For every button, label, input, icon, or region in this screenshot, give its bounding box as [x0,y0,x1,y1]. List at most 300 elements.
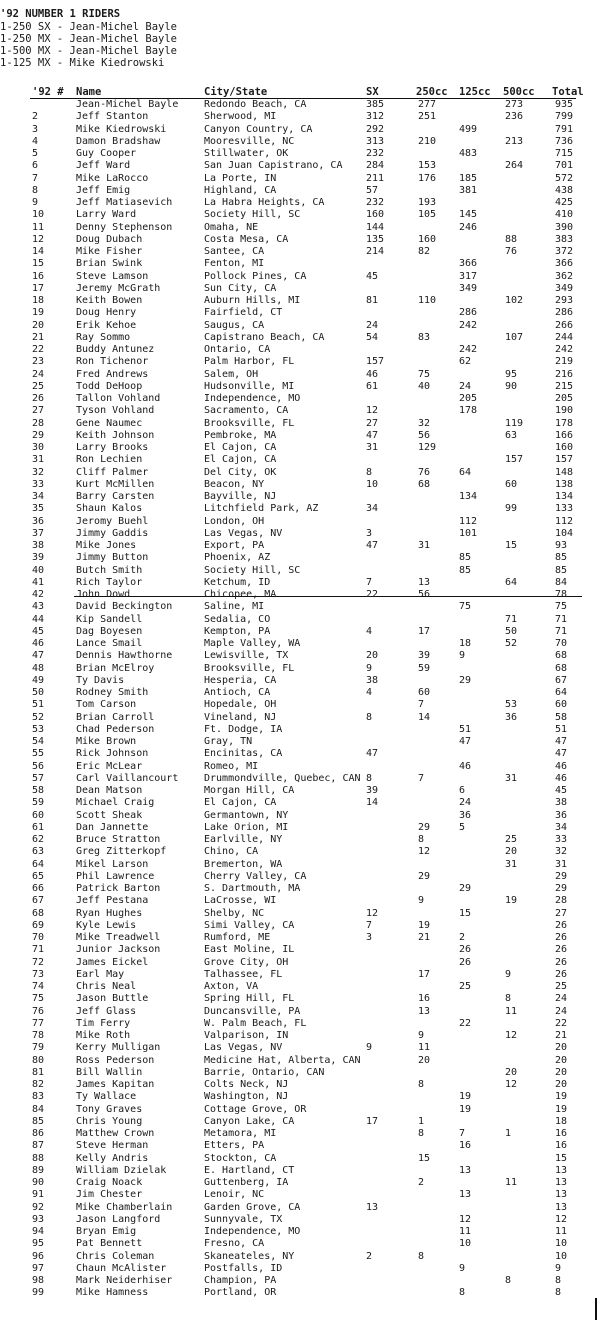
mx125-points-cell: 36 [459,809,472,821]
rider-name-cell: Chaun McAlister [76,1262,167,1274]
table-row [0,1202,600,1213]
mx125-points-cell: 101 [459,527,478,539]
rank-cell: 65 [32,870,45,882]
champion-line: 1-500 MX - Jean-Michel Bayle [0,45,178,57]
table-row [0,356,600,367]
rank-cell: 18 [32,295,45,306]
mx250-points-cell: 29 [418,821,431,833]
rider-name-cell: Craig Noack [76,1177,143,1188]
rank-cell: 46 [32,638,45,649]
mx125-points-cell: 18 [459,638,472,649]
rider-name-cell: Bryan Emig [76,1226,137,1237]
rider-name-cell: Denny Stephenson [76,221,173,233]
rank-cell: 48 [32,662,45,674]
mx250-points-cell: 8 [418,834,425,845]
table-row [0,1104,600,1115]
mx500-points-cell: 52 [505,638,518,649]
mx125-points-cell: 483 [459,148,478,159]
total-points-cell: 425 [555,197,574,208]
city-state-cell: Vineland, NJ [204,711,277,723]
rider-name-cell: Kip Sandell [76,613,143,625]
mx125-points-cell: 46 [459,760,472,772]
total-points-cell: 84 [555,576,568,588]
rider-name-cell: Greg Zitterkopf [76,846,167,858]
total-points-cell: 28 [555,895,568,907]
mx250-points-cell: 210 [418,135,437,147]
rank-cell: 29 [32,429,45,441]
city-state-cell: Medicine Hat, Alberta, CAN [204,1054,361,1066]
table-row [0,295,600,306]
sx-points-cell: 312 [366,111,385,123]
sx-points-cell: 13 [366,1201,379,1213]
city-state-cell: Cherry Valley, CA [204,870,307,882]
total-points-cell: 157 [555,454,574,466]
rider-name-cell: Keith Johnson [76,429,155,441]
city-state-cell: Encinitas, CA [204,748,283,760]
mx125-points-cell: 47 [459,736,472,747]
rank-cell: 34 [32,491,45,502]
city-state-cell: Barrie, Ontario, CAN [204,1066,325,1078]
city-state-cell: Export, PA [204,540,265,551]
city-state-cell: Valparison, IN [204,1030,289,1041]
total-points-cell: 8 [555,1287,562,1299]
city-state-cell: S. Dartmouth, MA [204,883,301,894]
sx-points-cell: 45 [366,270,379,282]
total-points-cell: 78 [555,589,568,600]
total-points-cell: 64 [555,687,568,698]
city-state-cell: Saugus, CA [204,319,265,331]
rider-name-cell: Brian Swink [76,258,143,270]
rider-name-cell: Ryan Hughes [76,907,143,919]
city-state-cell: Society Hill, SC [204,209,301,221]
rank-cell: 74 [32,981,45,992]
mx500-points-cell: 8 [505,993,512,1005]
city-state-cell: Grove City, OH [204,956,289,968]
rider-name-cell: Kelly Andris [76,1152,149,1164]
city-state-cell: Germantown, NY [204,809,289,821]
mx500-points-cell: 157 [505,454,524,466]
rider-name-cell: Junior Jackson [76,944,161,956]
city-state-cell: Lake Orion, MI [204,821,289,833]
city-state-cell: Duncansville, PA [204,1005,301,1017]
city-state-cell: Saline, MI [204,601,265,613]
rank-cell: 67 [32,895,45,907]
mx250-points-cell: 13 [418,1005,431,1017]
city-state-cell: Stillwater, OK [204,148,289,159]
rank-cell: 87 [32,1140,45,1152]
total-points-cell: 11 [555,1226,568,1237]
city-state-cell: Lewisville, TX [204,650,289,662]
city-state-cell: La Habra Heights, CA [204,197,325,208]
sx-points-cell: 385 [366,99,385,110]
rider-name-cell: Larry Brooks [76,442,149,453]
rider-name-cell: Jeff Pestana [76,895,149,907]
mx250-points-cell: 1 [418,1115,425,1127]
sx-points-cell: 27 [366,417,379,429]
rank-cell: 63 [32,846,45,858]
total-points-cell: 20 [555,1054,568,1066]
table-row [0,1006,600,1017]
rider-name-cell: James Kapitan [76,1079,155,1090]
rank-cell: 30 [32,442,45,453]
table-row [0,638,600,649]
rank-cell: 9 [32,197,39,208]
rank-cell: 70 [32,932,45,943]
sx-points-cell: 284 [366,160,385,172]
total-points-cell: 935 [555,99,574,110]
city-state-cell: W. Palm Beach, FL [204,1017,307,1029]
mx125-points-cell: 64 [459,466,472,478]
mx500-points-cell: 9 [505,968,512,980]
rank-cell: 62 [32,834,45,845]
total-points-cell: 26 [555,932,568,943]
total-points-cell: 24 [555,1005,568,1017]
total-points-cell: 85 [555,564,568,576]
mx500-points-cell: 264 [505,160,524,172]
mx125-points-cell: 51 [459,723,472,735]
mx250-points-cell: 153 [418,160,437,172]
mx250-points-cell: 56 [418,429,431,441]
sx-points-cell: 4 [366,687,373,698]
city-state-cell: Kempton, PA [204,625,271,637]
city-state-cell: Axton, VA [204,981,259,992]
mx125-points-cell: 75 [459,601,472,613]
mx500-points-cell: 19 [505,895,518,907]
rank-cell: 92 [32,1201,45,1213]
rider-name-cell: John Dowd [76,589,131,600]
table-row [0,540,600,551]
table-row [0,307,600,318]
rider-name-cell: James Eickel [76,956,149,968]
document-title: '92 NUMBER 1 RIDERS [0,8,121,20]
sx-points-cell: 3 [366,527,373,539]
table-row [0,552,600,563]
rider-name-cell: Patrick Barton [76,883,161,894]
mx125-points-cell: 112 [459,515,478,527]
total-points-cell: 160 [555,442,574,453]
sx-points-cell: 9 [366,1042,373,1054]
city-state-cell: Costa Mesa, CA [204,233,289,245]
mx500-points-cell: 236 [505,111,524,123]
mx500-points-cell: 76 [505,246,518,257]
table-row [0,1067,600,1078]
total-points-cell: 46 [555,760,568,772]
rank-cell: 33 [32,478,45,490]
col-header-rank: '92 # [32,86,64,98]
total-points-cell: 134 [555,491,574,502]
sx-points-cell: 9 [366,662,373,674]
rider-name-cell: Jeff Emig [76,184,131,196]
mx125-points-cell: 205 [459,393,478,404]
city-state-cell: Mooresville, NC [204,135,295,147]
mx250-points-cell: 7 [418,699,425,711]
rider-name-cell: Dan Jannette [76,821,149,833]
city-state-cell: Palm Harbor, FL [204,356,295,368]
mx125-points-cell: 6 [459,785,466,796]
table-row [0,1177,600,1188]
rank-cell: 5 [32,148,39,159]
rank-cell: 82 [32,1079,45,1090]
mx125-points-cell: 8 [459,1287,466,1299]
total-points-cell: 36 [555,809,568,821]
city-state-cell: London, OH [204,515,265,527]
total-points-cell: 190 [555,405,574,417]
rider-name-cell: Kurt McMillen [76,478,155,490]
rider-name-cell: Larry Ward [76,209,137,221]
total-points-cell: 71 [555,625,568,637]
city-state-cell: Ketchum, ID [204,576,271,588]
rank-cell: 83 [32,1091,45,1103]
rider-name-cell: Todd DeHoop [76,380,143,392]
city-state-cell: Las Vegas, NV [204,527,283,539]
table-row [0,699,600,710]
mx250-points-cell: 8 [418,1079,425,1090]
rank-cell: 23 [32,356,45,368]
sx-points-cell: 47 [366,429,379,441]
table-row [0,1091,600,1102]
total-points-cell: 13 [555,1177,568,1188]
rider-name-cell: Doug Henry [76,307,137,319]
rank-cell: 38 [32,540,45,551]
col-header-city: City/State [204,86,268,98]
city-state-cell: Ft. Dodge, IA [204,723,283,735]
rider-name-cell: Mike Hamness [76,1287,149,1299]
rank-cell: 15 [32,258,45,270]
total-points-cell: 362 [555,270,574,282]
mx125-points-cell: 499 [459,123,478,135]
rider-name-cell: Dag Boyesen [76,625,143,637]
mx250-points-cell: 8 [418,1128,425,1139]
table-row [0,454,600,465]
mx500-points-cell: 53 [505,699,518,711]
rider-name-cell: Lance Smail [76,638,143,649]
mx250-points-cell: 105 [418,209,437,221]
sx-points-cell: 34 [366,503,379,515]
city-state-cell: Society Hill, SC [204,564,301,576]
table-row [0,99,600,110]
mx250-points-cell: 9 [418,1030,425,1041]
sx-points-cell: 39 [366,785,379,796]
mx250-points-cell: 83 [418,331,431,343]
rider-name-cell: Mike Chamberlain [76,1201,173,1213]
sx-points-cell: 2 [366,1250,373,1262]
mx500-points-cell: 107 [505,331,524,343]
rank-cell: 76 [32,1005,45,1017]
total-points-cell: 242 [555,344,574,355]
rider-name-cell: Fred Andrews [76,368,149,380]
total-points-cell: 216 [555,368,574,380]
mx250-points-cell: 17 [418,968,431,980]
total-points-cell: 9 [555,1262,562,1274]
total-points-cell: 383 [555,233,574,245]
total-points-cell: 68 [555,650,568,662]
mx500-points-cell: 36 [505,711,518,723]
rank-cell: 3 [32,123,39,135]
rider-name-cell: Tim Ferry [76,1017,131,1029]
total-points-cell: 46 [555,772,568,784]
rank-cell: 72 [32,956,45,968]
city-state-cell: Shelby, NC [204,907,265,919]
mx500-points-cell: 273 [505,99,524,110]
rider-name-cell: Mike Jones [76,540,137,551]
table-row [0,148,600,159]
rank-cell: 51 [32,699,45,711]
mx125-points-cell: 9 [459,1262,466,1274]
table-row [0,234,600,245]
rank-cell: 98 [32,1275,45,1286]
sx-points-cell: 7 [366,919,373,931]
table-row [0,810,600,821]
rank-cell: 39 [32,552,45,564]
table-row [0,430,600,441]
mx250-points-cell: 277 [418,99,437,110]
table-row [0,675,600,686]
mx125-points-cell: 19 [459,1103,472,1115]
city-state-cell: Brooksville, FL [204,662,295,674]
total-points-cell: 13 [555,1164,568,1176]
table-row [0,160,600,171]
table-row [0,111,600,122]
total-points-cell: 20 [555,1079,568,1090]
total-points-cell: 349 [555,282,574,294]
rank-cell: 31 [32,454,45,466]
rank-cell: 41 [32,576,45,588]
total-points-cell: 244 [555,331,574,343]
mx500-points-cell: 12 [505,1030,518,1041]
rider-name-cell: Ty Davis [76,674,125,686]
total-points-cell: 166 [555,429,574,441]
sx-points-cell: 3 [366,932,373,943]
rider-name-cell: Jimmy Button [76,552,149,564]
mx250-points-cell: 176 [418,172,437,184]
table-row [0,381,600,392]
city-state-cell: LaCrosse, WI [204,895,277,907]
city-state-cell: East Moline, IL [204,944,295,956]
rank-cell: 52 [32,711,45,723]
mx500-points-cell: 11 [505,1005,518,1017]
mx125-points-cell: 185 [459,172,478,184]
city-state-cell: Auburn Hills, MI [204,295,301,306]
table-row [0,1287,600,1298]
city-state-cell: El Cajon, CA [204,797,277,809]
total-points-cell: 715 [555,148,574,159]
total-points-cell: 60 [555,699,568,711]
city-state-cell: Romeo, MI [204,760,259,772]
rider-name-cell: Barry Carsten [76,491,155,502]
city-state-cell: Phoenix, AZ [204,552,271,564]
rider-name-cell: Ty Wallace [76,1091,137,1103]
table-row [0,1214,600,1225]
rank-cell: 47 [32,650,45,662]
rider-name-cell: Mike Treadwell [76,932,161,943]
rank-cell: 53 [32,723,45,735]
rider-name-cell: Tallon Vohland [76,393,161,404]
total-points-cell: 27 [555,907,568,919]
mx125-points-cell: 29 [459,883,472,894]
mx125-points-cell: 242 [459,319,478,331]
rank-cell: 96 [32,1250,45,1262]
total-points-cell: 58 [555,711,568,723]
mx250-points-cell: 11 [418,1042,431,1054]
mx250-points-cell: 129 [418,442,437,453]
rank-cell: 43 [32,601,45,613]
total-points-cell: 71 [555,613,568,625]
rider-name-cell: Jean-Michel Bayle [76,99,179,110]
mx125-points-cell: 62 [459,356,472,368]
sx-points-cell: 135 [366,233,385,245]
rider-name-cell: Chris Young [76,1115,143,1127]
total-points-cell: 10 [555,1238,568,1250]
table-row [0,785,600,796]
city-state-cell: Metamora, MI [204,1128,277,1139]
city-state-cell: Omaha, NE [204,221,259,233]
rank-cell: 11 [32,221,45,233]
rank-cell: 10 [32,209,45,221]
city-state-cell: Sherwood, MI [204,111,277,123]
mx500-points-cell: 8 [505,1275,512,1286]
mx500-points-cell: 50 [505,625,518,637]
table-row [0,442,600,453]
total-points-cell: 366 [555,258,574,270]
sx-points-cell: 232 [366,148,385,159]
rank-cell: 86 [32,1128,45,1139]
total-points-cell: 8 [555,1275,562,1286]
mx125-points-cell: 15 [459,907,472,919]
rank-cell: 16 [32,270,45,282]
table-row [0,1042,600,1053]
table-row [0,516,600,527]
rank-cell: 79 [32,1042,45,1054]
rank-cell: 32 [32,466,45,478]
rank-cell: 7 [32,172,39,184]
rank-cell: 81 [32,1066,45,1078]
rider-name-cell: Jeff Matiasevich [76,197,173,208]
rider-name-cell: Jason Buttle [76,993,149,1005]
sx-points-cell: 292 [366,123,385,135]
rider-name-cell: Phil Lawrence [76,870,155,882]
rank-cell: 97 [32,1262,45,1274]
total-points-cell: 26 [555,944,568,956]
rank-cell: 78 [32,1030,45,1041]
mx500-points-cell: 88 [505,233,518,245]
city-state-cell: Redondo Beach, CA [204,99,307,110]
city-state-cell: Bremerton, WA [204,858,283,870]
rank-cell: 49 [32,674,45,686]
mx125-points-cell: 7 [459,1128,466,1139]
rider-name-cell: Jeff Ward [76,160,131,172]
table-row [0,859,600,870]
total-points-cell: 26 [555,968,568,980]
city-state-cell: Morgan Hill, CA [204,785,295,796]
sx-points-cell: 24 [366,319,379,331]
city-state-cell: Independence, MO [204,1226,301,1237]
sx-points-cell: 57 [366,184,379,196]
city-state-cell: Guttenberg, IA [204,1177,289,1188]
city-state-cell: Ontario, CA [204,344,271,355]
rider-name-cell: Ross Pederson [76,1054,155,1066]
col-header-250cc: 250cc [416,86,448,98]
rider-name-cell: Dennis Hawthorne [76,650,173,662]
rider-name-cell: Jeromy Buehl [76,515,149,527]
table-row [0,589,600,600]
rank-cell: 50 [32,687,45,698]
mx500-points-cell: 102 [505,295,524,306]
table-row [0,761,600,772]
rank-cell: 88 [32,1152,45,1164]
total-points-cell: 701 [555,160,574,172]
city-state-cell: Hudsonville, MI [204,380,295,392]
mx500-points-cell: 20 [505,846,518,858]
